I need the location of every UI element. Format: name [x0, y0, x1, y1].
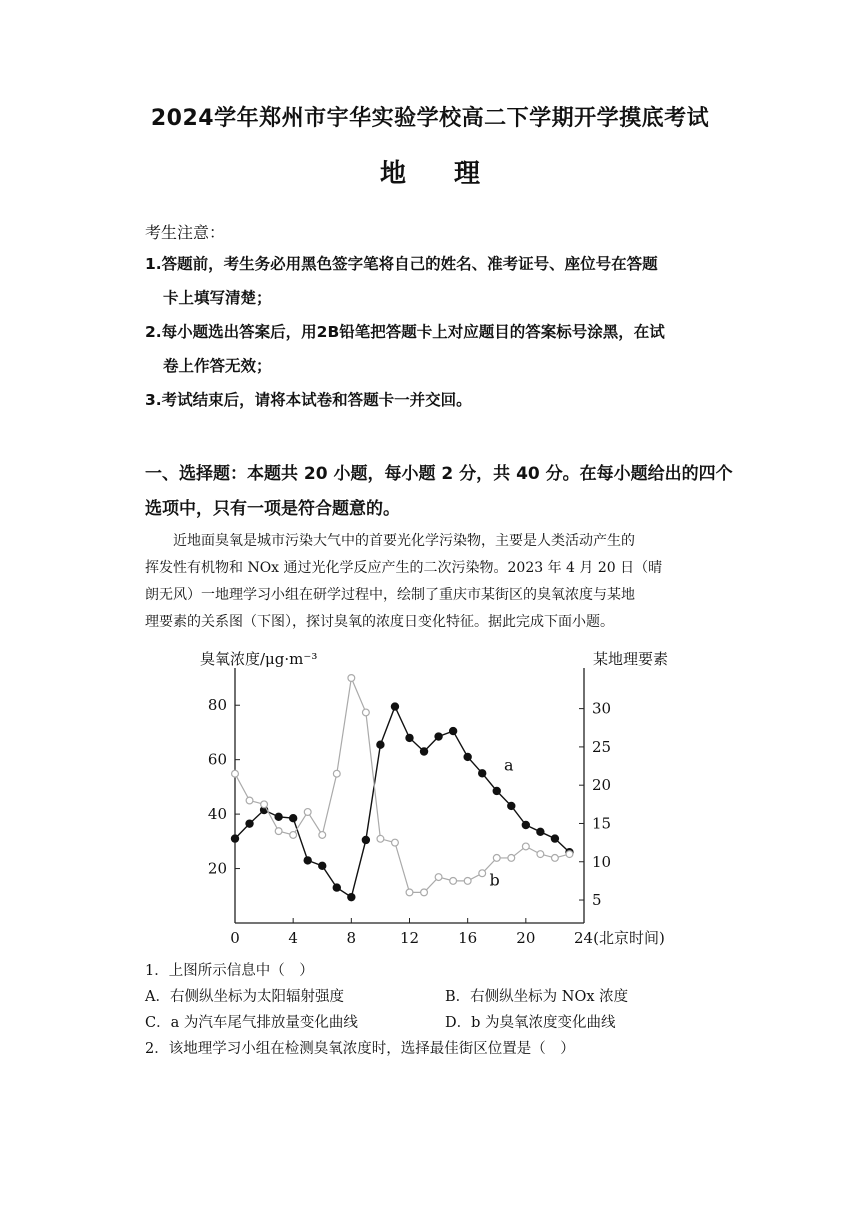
x-axis-label: 24(北京时间) — [574, 929, 665, 947]
notice-item-2: 2.每小题选出答案后，用2B铅笔把答题卡上对应题目的答案标号涂黑，在试 — [145, 323, 665, 341]
series-b-point — [362, 709, 369, 716]
right-tick-label: 5 — [592, 891, 602, 910]
series-a-point — [493, 787, 500, 794]
passage-line: 近地面臭氧是城市污染大气中的首要光化学污染物，主要是人类活动产生的 — [173, 533, 635, 549]
series-b-point — [537, 851, 544, 858]
section-heading-cont: 选项中，只有一项是符合题意的。 — [145, 499, 400, 519]
left-tick-label: 20 — [207, 859, 227, 878]
series-a-point — [508, 802, 515, 809]
question-2-stem: 2．该地理学习小组在检测臭氧浓度时，选择最佳街区位置是（ ） — [145, 1041, 575, 1057]
series-a-point — [377, 741, 384, 748]
x-tick-label: 16 — [458, 929, 478, 947]
series-a-point — [246, 820, 253, 827]
series-a-point — [537, 828, 544, 835]
series-b-point — [522, 843, 529, 850]
x-tick-label: 0 — [230, 929, 240, 947]
series-b-point — [261, 801, 268, 808]
passage-line-3: 朗无风）一地理学习小组在研学过程中，绘制了重庆市某街区的臭氧浓度与某地 — [145, 587, 635, 603]
series-b-label: b — [489, 870, 500, 890]
series-b-point — [552, 855, 559, 862]
series-a-point — [333, 884, 340, 891]
series-a-point — [304, 857, 311, 864]
right-axis-label: 某地理要素 — [592, 650, 668, 668]
series-b-point — [304, 809, 311, 816]
right-tick-label: 15 — [592, 814, 612, 833]
exam-title: 2024学年郑州市宇华实验学校高二下学期开学摸底考试 — [150, 106, 710, 131]
question-1-stem: 1．上图所示信息中（ ） — [145, 963, 314, 979]
series-b-point — [275, 828, 282, 835]
series-b-point — [246, 797, 253, 804]
section-heading: 一、选择题：本题共 20 小题，每小题 2 分，共 40 分。在每小题给出的四个 — [145, 464, 733, 484]
x-tick-label: 20 — [516, 929, 536, 947]
question-1-option-b: B．右侧纵坐标为 NOx 浓度 — [445, 989, 629, 1005]
series-b-point — [232, 770, 239, 777]
question-1-option-a: A．右侧纵坐标为太阳辐射强度 — [145, 989, 344, 1005]
series-b-point — [450, 877, 457, 884]
series-a-point — [522, 821, 529, 828]
question-1-option-c: C．a 为汽车尾气排放量变化曲线 — [145, 1015, 358, 1031]
series-a-point — [551, 835, 558, 842]
series-b-point — [392, 839, 399, 846]
series-a-point — [231, 835, 238, 842]
passage-line-2: 挥发性有机物和 NOx 通过光化学反应产生的二次污染物。2023 年 4 月 20 日（晴 — [145, 560, 663, 576]
notice-item-1: 1.答题前，考生务必用黑色签字笔将自己的姓名、准考证号、座位号在答题 — [145, 255, 658, 273]
series-a-point — [319, 862, 326, 869]
series-b-point — [566, 851, 573, 858]
series-b-point — [319, 832, 326, 839]
series-a-point — [275, 813, 282, 820]
right-tick-label: 20 — [592, 776, 612, 795]
series-a-point — [420, 748, 427, 755]
right-tick-label: 30 — [592, 699, 612, 718]
x-tick-label: 12 — [399, 929, 420, 947]
left-axis-label: 臭氧浓度/μg·m⁻³ — [200, 650, 318, 668]
series-b-point — [290, 832, 297, 839]
notice-heading: 考生注意： — [145, 223, 226, 242]
series-b-point — [508, 855, 515, 862]
series-a-label: a — [504, 755, 514, 775]
series-b-point — [406, 889, 413, 896]
series-b-point — [377, 835, 384, 842]
right-tick-label: 10 — [592, 852, 612, 871]
notice-item-1-cont: 卡上填写清楚； — [163, 289, 272, 307]
notice-item-2-cont: 卷上作答无效； — [163, 357, 272, 375]
series-a-point — [362, 836, 369, 843]
left-tick-label: 60 — [207, 750, 227, 769]
series-b-point — [479, 870, 486, 877]
x-tick-label: 8 — [346, 929, 357, 947]
series-a-point — [464, 753, 471, 760]
series-a-point — [290, 815, 297, 822]
series-b-point — [464, 877, 471, 884]
series-b-point — [493, 855, 500, 862]
series-a-point — [450, 727, 457, 734]
series-b-point — [348, 675, 355, 682]
series-b-line — [235, 678, 569, 892]
series-b-point — [421, 889, 428, 896]
series-b-point — [435, 874, 442, 881]
series-b-point — [333, 770, 340, 777]
right-tick-label: 25 — [592, 737, 612, 756]
passage — [145, 528, 725, 555]
notice-item-3: 3.考试结束后，请将本试卷和答题卡一并交回。 — [145, 391, 472, 409]
question-1-option-d: D．b 为臭氧浓度变化曲线 — [445, 1015, 616, 1031]
series-a-point — [435, 733, 442, 740]
series-a-point — [479, 770, 486, 777]
left-tick-label: 80 — [207, 696, 227, 715]
ozone-chart — [190, 640, 680, 955]
series-a-point — [348, 894, 355, 901]
passage-line-4: 理要素的关系图（下图），探讨臭氧的浓度日变化特征。据此完成下面小题。 — [145, 614, 614, 630]
series-a-point — [406, 734, 413, 741]
subject-title: 地理 — [379, 159, 528, 189]
series-a-point — [391, 703, 398, 710]
x-tick-label: 4 — [288, 929, 298, 947]
left-tick-label: 40 — [207, 805, 227, 824]
